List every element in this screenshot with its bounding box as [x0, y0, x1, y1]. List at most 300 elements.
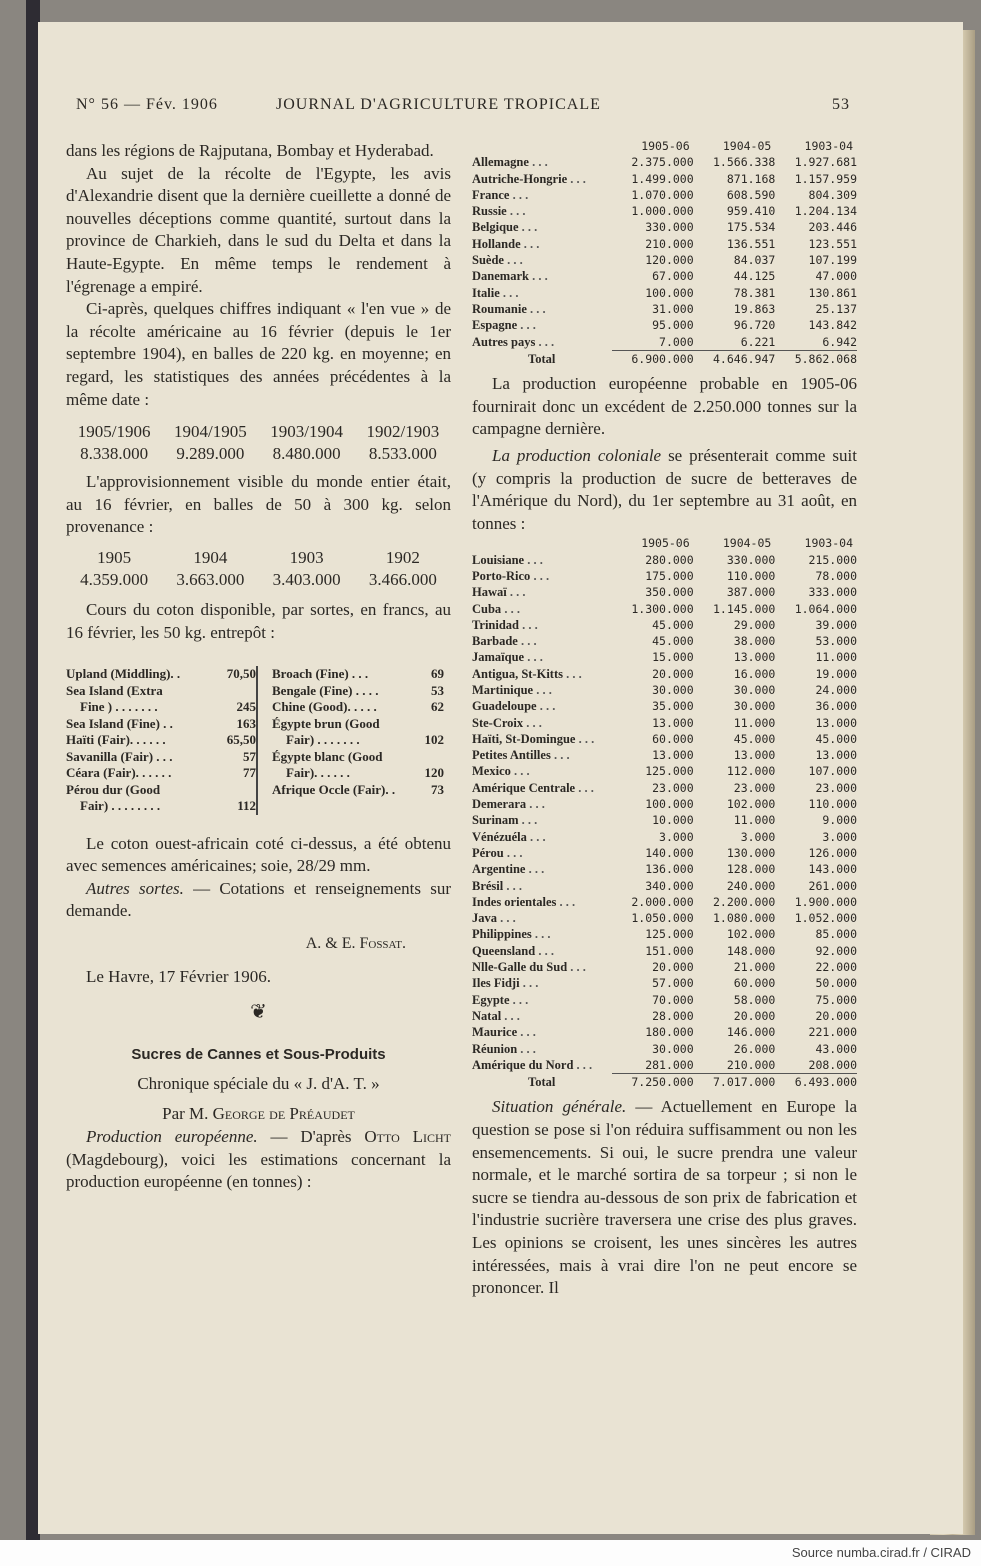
row-label: [472, 1057, 612, 1074]
cell-value: 221.000: [808, 1025, 857, 1040]
country-name: Porto-Rico: [472, 568, 531, 583]
country-name: Russie: [472, 204, 507, 219]
person-name: Otto Licht: [364, 1126, 451, 1146]
price-value: 69: [431, 666, 444, 682]
price-row: [66, 765, 256, 782]
cell-value: 35.000: [652, 699, 694, 714]
price-value: 65,50: [226, 732, 256, 748]
cell-value: 330.000: [726, 552, 776, 567]
leader-dots: . . .: [533, 682, 552, 697]
leader-dots: . . .: [526, 301, 546, 316]
cell-value: 13.000: [652, 715, 694, 730]
table-row: [472, 617, 857, 633]
row-label: [472, 252, 612, 268]
place-date: Le Havre, 17 Février 1906.: [86, 966, 272, 986]
cell-value: 143.842: [808, 318, 857, 333]
cell-value: 3.000: [740, 829, 776, 844]
leader-dots: . . .: [575, 780, 594, 795]
cell-value: 130.000: [726, 845, 776, 860]
cell-value: 22.000: [815, 960, 857, 975]
price-column-left: [66, 666, 256, 815]
table-row: [472, 747, 857, 763]
cell-value: 100.000: [645, 797, 694, 812]
row-label: [472, 829, 612, 845]
leader-dots: . . .: [519, 976, 539, 991]
leader-dots: . . .: [567, 171, 586, 186]
cell-value: 175.000: [645, 568, 694, 583]
cell-value: 175.534: [726, 220, 776, 235]
cell-value: 261.000: [808, 878, 857, 893]
cotton-grade: Égypte blanc (Good: [272, 748, 383, 764]
cell-value: 136.551: [726, 236, 776, 251]
row-label: [472, 219, 612, 235]
cell-value: 75.000: [815, 992, 857, 1007]
cell-value: 13.000: [733, 650, 776, 665]
row-label: [472, 992, 612, 1008]
cell-value: 13.000: [652, 748, 694, 763]
page-number: 53: [832, 96, 850, 113]
cell-value: 110.000: [726, 568, 776, 583]
row-label: [472, 268, 612, 284]
table-row: [472, 252, 857, 268]
table-row: [472, 1041, 857, 1057]
leader-dots: . . .: [503, 845, 523, 860]
leader-dots: . . .: [535, 334, 555, 349]
price-row: [66, 749, 256, 766]
row-label: [472, 154, 612, 170]
cell-value: 28.000: [652, 1008, 694, 1023]
table-row: [472, 666, 857, 682]
country-name: Danemark: [472, 269, 529, 284]
cell-value: 6.942: [822, 334, 857, 349]
cell-value: 2.000.000: [631, 894, 694, 909]
country-name: Iles Fidji: [472, 976, 520, 991]
cell-value: 1.927.681: [794, 155, 857, 170]
price-row: [272, 666, 444, 683]
cell-value: 20.000: [815, 1008, 857, 1023]
row-label: [472, 715, 612, 731]
leader-dots: . . .: [517, 634, 537, 649]
cell-value: 30.000: [652, 1041, 694, 1056]
price-row: [66, 732, 256, 749]
row-label: [472, 568, 612, 584]
cotton-grade: Savanilla (Fair) . . .: [66, 748, 173, 764]
value: 3.466.000: [368, 569, 437, 589]
cell-value: 1.070.000: [631, 187, 694, 202]
paragraph: [472, 1096, 857, 1299]
issue-number: N° 56 — Fév. 1906: [76, 96, 218, 113]
leader-dots: . . .: [506, 585, 526, 600]
row-label: [472, 747, 612, 763]
total-row: [472, 350, 857, 367]
paragraph: Au sujet de la récolte de l'Egypte, les avis d'Alexandrie disent que la dernière cueillette a donné de nouvelles déceptions comme quantité, surtout dans la province de Charkieh, dans le sud du Delta et dans la Haute-Egypte. En même temps le rendement à l'égrenage a empiré.: [66, 163, 451, 296]
row-label: [472, 1008, 612, 1024]
cotton-grade: Sea Island (Extra: [66, 682, 163, 698]
cell-value: 1.050.000: [631, 911, 694, 926]
total-value: 5.862.068: [775, 350, 857, 367]
leader-dots: . . .: [501, 601, 520, 616]
cell-value: 140.000: [645, 845, 694, 860]
value: 4.359.000: [80, 569, 149, 589]
country-name: Hawaï: [472, 585, 507, 600]
total-value: 7.250.000: [612, 1074, 694, 1091]
row-label: [472, 975, 612, 991]
row-label: [472, 552, 612, 568]
cell-value: 13.000: [733, 748, 776, 763]
total-value: 6.493.000: [775, 1074, 857, 1091]
table-row: [472, 731, 857, 747]
cell-value: 387.000: [726, 585, 776, 600]
leader-dots: . . .: [503, 878, 522, 893]
row-label: [472, 845, 612, 861]
cell-value: 19.000: [815, 666, 857, 681]
cell-value: 215.000: [808, 552, 857, 567]
cell-value: 19.863: [733, 301, 776, 316]
cell-value: 112.000: [726, 764, 776, 779]
year: 1903: [289, 547, 324, 567]
leader-dots: . . .: [503, 253, 523, 268]
cell-value: 45.000: [733, 731, 776, 746]
country-name: Queensland: [472, 943, 536, 958]
cell-value: 16.000: [733, 666, 776, 681]
value: 8.338.000: [80, 444, 149, 464]
cotton-grade: Chine (Good). . . . .: [272, 699, 377, 715]
country-name: Egypte: [472, 992, 510, 1007]
total-row: [472, 1074, 857, 1091]
table-row: [472, 698, 857, 714]
year: 1905: [97, 547, 132, 567]
price-row: [66, 798, 256, 815]
cotton-grade: Fair). . . . . .: [286, 765, 350, 781]
row-label: [472, 731, 612, 747]
year: 1904/1905: [174, 422, 247, 442]
table-row: [472, 845, 857, 861]
country-name: Brésil: [472, 878, 504, 893]
header-spacer: [472, 535, 612, 551]
table-row: [472, 236, 857, 252]
cell-value: 30.000: [733, 699, 776, 714]
country-name: Guadeloupe: [472, 699, 537, 714]
cotton-grade: Égypte brun (Good: [272, 715, 380, 731]
cell-value: 102.000: [726, 797, 776, 812]
cell-value: 1.052.000: [794, 911, 857, 926]
price-row: [272, 732, 444, 749]
row-label: [472, 666, 612, 682]
table-row: [472, 301, 857, 317]
cell-value: 29.000: [733, 617, 776, 632]
author-name: George de Préaudet: [212, 1104, 355, 1124]
table-row: [472, 633, 857, 649]
total-value: 6.900.000: [612, 350, 694, 367]
italic-lead: Production européenne.: [86, 1126, 258, 1146]
cell-value: 15.000: [652, 650, 694, 665]
cell-value: 330.000: [645, 220, 694, 235]
leader-dots: . . .: [562, 666, 582, 681]
leader-dots: . . .: [531, 927, 551, 942]
row-label: [472, 878, 612, 894]
leader-dots: . . .: [497, 911, 516, 926]
cell-value: 2.375.000: [631, 155, 694, 170]
table-row: [472, 992, 857, 1008]
italic-lead: La production coloniale: [492, 445, 662, 465]
cell-value: 44.125: [733, 269, 776, 284]
cotton-grade: Afrique Occle (Fair). .: [272, 781, 396, 797]
cell-value: 20.000: [652, 960, 694, 975]
cell-value: 11.000: [733, 715, 776, 730]
cell-value: 58.000: [733, 992, 776, 1007]
country-name: Martinique: [472, 682, 534, 697]
cell-value: 203.446: [808, 220, 857, 235]
country-name: France: [472, 187, 510, 202]
leader-dots: . . .: [528, 269, 548, 284]
leader-dots: . . .: [550, 748, 570, 763]
price-value: 245: [236, 699, 256, 715]
cell-value: 30.000: [733, 682, 776, 697]
country-name: Amérique Centrale: [472, 780, 576, 795]
journal-title: JOURNAL D'AGRICULTURE TROPICALE: [276, 96, 601, 113]
leader-dots: . . .: [525, 862, 545, 877]
cell-value: 85.000: [815, 927, 857, 942]
value: 8.533.000: [368, 444, 437, 464]
row-label: [472, 763, 612, 779]
table-row: [472, 715, 857, 731]
paragraph-text: (Magdebourg), voici les estimations concernant la production européenne (en tonnes) :: [66, 1149, 451, 1192]
cell-value: 20.000: [652, 666, 694, 681]
table-row: [472, 187, 857, 203]
leader-dots: . . .: [573, 1058, 593, 1073]
row-label: [472, 649, 612, 665]
leader-dots: . . .: [517, 1041, 536, 1056]
leader-dots: . . .: [575, 731, 595, 746]
row-label: [472, 698, 612, 714]
leader-dots: . . .: [518, 813, 538, 828]
cell-value: 11.000: [733, 813, 776, 828]
cell-value: 13.000: [815, 748, 857, 763]
cell-value: 78.381: [733, 285, 776, 300]
cell-value: 102.000: [726, 927, 776, 942]
cotton-grade: Upland (Middling). .: [66, 666, 181, 682]
cell-value: 45.000: [652, 617, 694, 632]
leader-dots: . . .: [506, 204, 526, 219]
leader-dots: . . .: [567, 960, 586, 975]
cell-value: 25.137: [815, 301, 857, 316]
country-name: Mexico: [472, 764, 511, 779]
cell-value: 7.000: [659, 334, 694, 349]
cell-value: 57.000: [652, 976, 694, 991]
country-name: Indes orientales: [472, 894, 557, 909]
price-row: [66, 683, 256, 700]
supply-values-row: [66, 569, 451, 591]
value: 8.480.000: [272, 444, 341, 464]
cell-value: 280.000: [645, 552, 694, 567]
cell-value: 60.000: [733, 976, 776, 991]
cell-value: 128.000: [726, 862, 776, 877]
price-value: 70,50: [226, 666, 256, 682]
cotton-grade: Fair) . . . . . . . .: [80, 798, 161, 814]
table-row: [472, 219, 857, 235]
cell-value: 110.000: [808, 797, 857, 812]
year: 1902: [385, 547, 420, 567]
cell-value: 1.157.959: [794, 171, 857, 186]
table-row: [472, 154, 857, 170]
cell-value: 1.064.000: [794, 601, 857, 616]
cell-value: 871.168: [726, 171, 776, 186]
cotton-grade: Céara (Fair). . . . . .: [66, 765, 172, 781]
table-row: [472, 894, 857, 910]
paragraph-text: — Cotations et renseignements sur demande.: [66, 878, 451, 921]
cell-value: 24.000: [815, 682, 857, 697]
supply-years-row: [66, 547, 451, 569]
price-value: 57: [243, 748, 256, 764]
paragraph: Le coton ouest-africain coté ci-dessus, a été obtenu avec semences américaines; soie, 28/29 mm.: [66, 833, 451, 876]
price-column-right: [256, 666, 444, 815]
country-name: Demerara: [472, 797, 527, 812]
leader-dots: . . .: [519, 617, 538, 632]
table-row: [472, 926, 857, 942]
leader-dots: . . .: [556, 894, 576, 909]
table-row: [472, 878, 857, 894]
cell-value: 95.000: [652, 318, 694, 333]
country-name: Surinam: [472, 813, 519, 828]
crop-values-row: [66, 443, 451, 465]
country-name: Autriche-Hongrie: [472, 171, 568, 186]
cell-value: 47.000: [815, 269, 857, 284]
row-label: [472, 334, 612, 351]
cell-value: 3.000: [659, 829, 694, 844]
cell-value: 136.000: [645, 862, 694, 877]
price-value: 77: [243, 765, 256, 781]
cell-value: 350.000: [645, 585, 694, 600]
country-name: Jamaïque: [472, 650, 525, 665]
leader-dots: . . .: [526, 829, 546, 844]
cell-value: 92.000: [815, 943, 857, 958]
country-name: Natal: [472, 1008, 502, 1023]
table-row: [472, 796, 857, 812]
country-name: Vénézuéla: [472, 829, 527, 844]
total-label: Total: [528, 351, 556, 366]
european-production-table: [472, 138, 857, 367]
leader-dots: . . .: [517, 318, 536, 333]
cell-value: 23.000: [733, 780, 776, 795]
cell-value: 240.000: [726, 878, 776, 893]
price-row: [272, 699, 444, 716]
table-row: [472, 317, 857, 333]
leader-dots: . . .: [520, 236, 540, 251]
row-label: [472, 682, 612, 698]
country-name: Haïti, St-Domingue: [472, 731, 576, 746]
left-column: [66, 140, 451, 1194]
cell-value: 23.000: [652, 780, 694, 795]
cell-value: 120.000: [645, 253, 694, 268]
cotton-grade: Pérou dur (Good: [66, 781, 161, 797]
cell-value: 96.720: [733, 318, 776, 333]
table-row: [472, 1024, 857, 1040]
table-row: [472, 780, 857, 796]
leader-dots: . . .: [501, 1008, 520, 1023]
price-row: [272, 765, 444, 782]
row-label: [472, 910, 612, 926]
country-name: Hollande: [472, 236, 521, 251]
country-name: Réunion: [472, 1041, 518, 1056]
cell-value: 13.000: [815, 715, 857, 730]
country-name: Trinidad: [472, 617, 520, 632]
price-value: 102: [424, 732, 444, 748]
column-header: 1903-04: [804, 536, 853, 551]
cotton-grade: Broach (Fine) . . .: [272, 666, 369, 682]
price-row: [66, 782, 256, 799]
cell-value: 100.000: [645, 285, 694, 300]
value: 9.289.000: [176, 444, 245, 464]
cell-value: 45.000: [815, 731, 857, 746]
row-label: [472, 796, 612, 812]
cell-value: 146.000: [726, 1025, 776, 1040]
country-name: Maurice: [472, 1025, 518, 1040]
signature: A. & E. Fossat.: [305, 934, 406, 952]
colonial-production-table: [472, 535, 857, 1090]
cell-value: 107.199: [808, 253, 857, 268]
table-row: [472, 552, 857, 568]
header-spacer: [472, 138, 612, 154]
paragraph: L'approvisionnement visible du monde entier était, au 16 février, en balles de 50 à 300 kg. selon provenance :: [66, 472, 451, 537]
paragraph: [66, 878, 451, 923]
cell-value: 39.000: [815, 617, 857, 632]
price-value: 120: [424, 765, 444, 781]
paragraph: Cours du coton disponible, par sortes, en francs, au 16 février, les 50 kg. entrepôt :: [66, 599, 451, 642]
table-row: [472, 975, 857, 991]
cell-value: 11.000: [815, 650, 857, 665]
price-value: 53: [431, 682, 444, 698]
cell-value: 1.080.000: [713, 911, 776, 926]
table-header-row: [472, 535, 857, 551]
country-name: Petites Antilles: [472, 748, 551, 763]
section-title: Sucres de Cannes et Sous-Produits: [131, 1046, 386, 1064]
price-row: [272, 782, 444, 799]
leader-dots: . . .: [517, 1025, 536, 1040]
table-row: [472, 1008, 857, 1024]
year: 1902/1903: [366, 422, 440, 442]
leader-dots: . . .: [524, 552, 543, 567]
italic-lead: Situation générale.: [492, 1097, 627, 1117]
leader-dots: . . .: [530, 568, 550, 583]
price-row: [272, 683, 444, 700]
leader-dots: . . .: [536, 699, 556, 714]
row-label: [472, 1024, 612, 1040]
country-name: Barbade: [472, 634, 518, 649]
cell-value: 1.499.000: [631, 171, 694, 186]
row-label: [472, 633, 612, 649]
table-row: [472, 682, 857, 698]
row-label: [472, 617, 612, 633]
country-name: Espagne: [472, 318, 518, 333]
cell-value: 1.000.000: [631, 204, 694, 219]
country-name: Ste-Croix: [472, 715, 524, 730]
cell-value: 125.000: [645, 764, 694, 779]
table-row: [472, 763, 857, 779]
cell-value: 281.000: [645, 1057, 694, 1072]
row-label: [472, 203, 612, 219]
source-credit: Source numba.cirad.fr / CIRAD: [791, 1545, 971, 1560]
cell-value: 959.410: [726, 204, 776, 219]
cotton-grade: Haïti (Fair). . . . . .: [66, 732, 166, 748]
cell-value: 43.000: [815, 1041, 857, 1056]
row-label: [472, 317, 612, 333]
cell-value: 2.200.000: [713, 894, 776, 909]
paragraph-text: — Actuellement en Europe la question se pose si l'on réduira suffisamment ou non les ensemencements. Si oui, le sucre prendra une valeur normale, et le marché sortira de sa torpeur ; si non le sucre se tiendra au-dessous de son prix de fabrication et l'industrie sucrière traversera une crise des plus graves. Les opinions se croisent, les unes sincères les autres intéressées, mais à vrai dire l'on ne peut encore se prononcer. Il: [472, 1097, 857, 1298]
row-label: [472, 926, 612, 942]
country-name: Argentine: [472, 862, 526, 877]
paragraph-text: se présenterait comme suit (y compris la production de sucre de betteraves de l'Amérique du Nord), du 1er septembre au 31 août, en tonnes :: [472, 445, 857, 533]
cotton-grade: Fine ) . . . . . . .: [80, 699, 158, 715]
